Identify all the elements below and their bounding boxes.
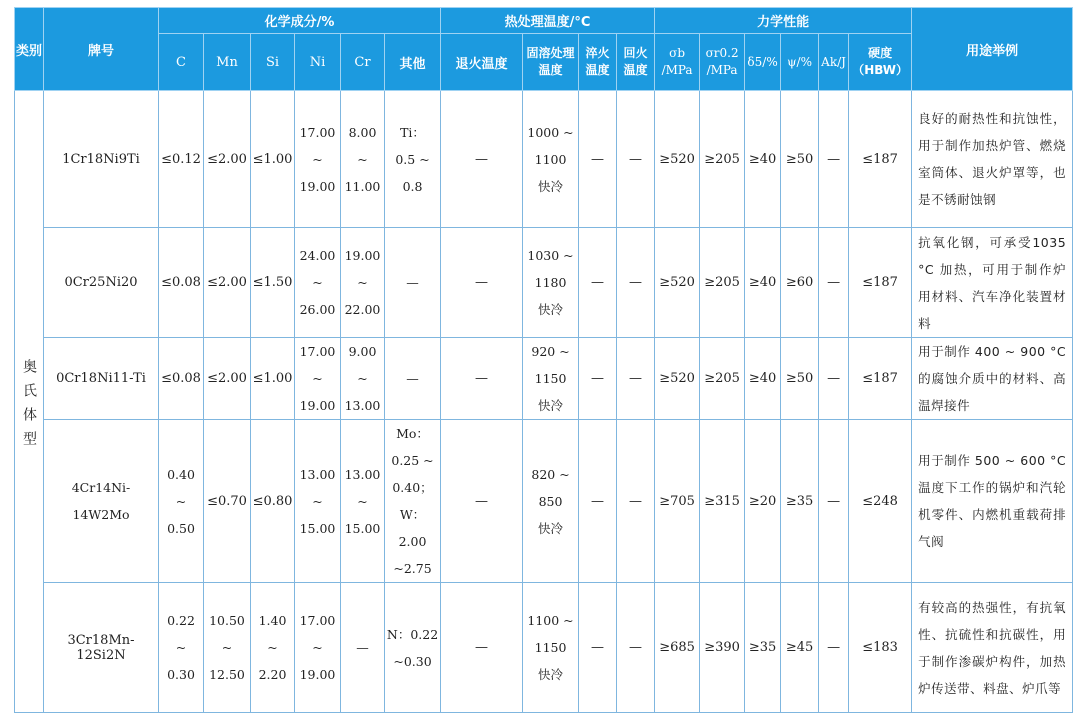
cell-cr: [341, 228, 385, 338]
cell-d5: ≥35: [745, 583, 781, 713]
header-quench: 淬火温度: [579, 34, 617, 91]
cell-grade: 1Cr18Ni9Ti: [44, 91, 159, 228]
header-temper: 回火温度: [617, 34, 655, 91]
cell-ak: —: [819, 338, 849, 420]
cell-line: 17.00: [299, 344, 336, 359]
cell-line: 13.00: [344, 398, 381, 413]
cell-other: [385, 338, 441, 420]
table-row: [15, 338, 1073, 420]
cell-line: 1100 ~: [527, 613, 574, 628]
cell-si: ≤1.00: [251, 91, 295, 228]
cell-line: 15.00: [299, 520, 336, 536]
cell-anneal: —: [441, 420, 523, 583]
cell-line: ~: [221, 640, 233, 655]
cell-line: Mo：: [396, 426, 429, 441]
header-ni: Ni: [295, 34, 341, 91]
table-row: [15, 228, 1073, 338]
cell-line: 0.25 ~: [391, 453, 434, 468]
cell-psi: ≥45: [781, 583, 819, 713]
header-ak: Ak/J: [819, 34, 849, 91]
cell-psi: ≥50: [781, 338, 819, 420]
cell-line: 19.00: [299, 178, 336, 194]
cell-line: 8.00 ~: [348, 124, 377, 167]
cell-line: ~2.75: [393, 561, 432, 576]
cell-hbw: ≤187: [849, 338, 912, 420]
cell-line: Ti：: [400, 124, 425, 140]
cell-line: 0.8: [402, 178, 423, 194]
cell-hbw: ≤187: [849, 91, 912, 228]
cell-line: 10.50: [209, 613, 245, 628]
cell-temper: —: [617, 420, 655, 583]
header-mechanical-properties: 力学性能: [655, 8, 912, 34]
cell-line: 1030 ~: [527, 248, 574, 263]
header-anneal: 退火温度: [441, 34, 523, 91]
cell-line: 14W2Mo: [72, 507, 130, 522]
cell-temper: —: [617, 583, 655, 713]
cell-other: [385, 228, 441, 338]
header-mn: Mn: [204, 34, 251, 91]
cell-other: [385, 91, 441, 228]
cell-quench: —: [579, 583, 617, 713]
cell-hbw: ≤248: [849, 420, 912, 583]
cell-cr: [341, 338, 385, 420]
cell-temper: —: [617, 228, 655, 338]
cell-sr: ≥390: [700, 583, 745, 713]
cell-line: ~: [312, 371, 323, 386]
cell-si: ≤1.00: [251, 338, 295, 420]
cell-d5: ≥20: [745, 420, 781, 583]
cell-sb: ≥685: [655, 583, 700, 713]
cell-line: 17.00: [299, 613, 336, 628]
cell-sb: ≥520: [655, 338, 700, 420]
cell-psi: ≥50: [781, 91, 819, 228]
cell-anneal: —: [441, 91, 523, 228]
cell-line: 快冷: [538, 520, 564, 536]
header-usage: 用途举例: [912, 8, 1073, 91]
cell-line: 19.00: [299, 667, 336, 682]
cell-ak: —: [819, 228, 849, 338]
cell-quench: —: [579, 91, 617, 228]
cell-usage: 良好的耐热性和抗蚀性，用于制作加热炉管、燃烧室筒体、退火炉罩等，也是不锈耐蚀钢: [912, 91, 1073, 228]
cell-mn: ≤2.00: [204, 91, 251, 228]
table-body: [15, 91, 1073, 713]
cell-line: 920 ~: [531, 344, 570, 359]
cell-line: 1180: [534, 275, 567, 290]
cell-grade: 3Cr18Mn-12Si2N: [44, 583, 159, 713]
cell-ni: [295, 338, 341, 420]
cell-sr: ≥315: [700, 420, 745, 583]
cell-line: ~0.30: [393, 653, 432, 669]
cell-line: 4Cr14Ni-: [71, 480, 131, 495]
steel-properties-table: [14, 7, 1073, 713]
cell-line: ~: [357, 275, 368, 290]
category-text: 奥氏体型: [21, 359, 37, 455]
cell-line: 1.40 ~: [258, 613, 287, 655]
cell-hbw: ≤187: [849, 228, 912, 338]
header-category-text: 类别: [16, 43, 43, 59]
cell-temper: —: [617, 338, 655, 420]
cell-solution: [523, 338, 579, 420]
cell-line: 1150: [534, 640, 567, 655]
cell-si: ≤0.80: [251, 420, 295, 583]
cell-line: ~: [357, 493, 368, 509]
cell-usage: 有较高的热强性，有抗氧性、抗硫性和抗碳性，用于制作渗碳炉构件，加热炉传送带、料盘、炉爪等: [912, 583, 1073, 713]
cell-quench: —: [579, 420, 617, 583]
cell-line: 9.00 ~: [348, 344, 377, 386]
cell-other: [385, 420, 441, 583]
cell-sr: ≥205: [700, 228, 745, 338]
cell-line: 0.40；: [392, 480, 433, 495]
header-solution: 固溶处理温度: [523, 34, 579, 91]
cell-line: 15.00: [344, 520, 381, 536]
header-hardness: 硬度（HBW）: [849, 34, 912, 91]
cell-line: 快冷: [538, 667, 564, 682]
cell-solution: [523, 420, 579, 583]
cell-line: 820 ~: [531, 466, 570, 482]
cell-line: 2.20: [258, 667, 287, 682]
cell-grade: 0Cr18Ni11-Ti: [44, 338, 159, 420]
cell-mn: ≤2.00: [204, 338, 251, 420]
cell-line: 26.00: [299, 302, 336, 317]
cell-line: 快冷: [538, 302, 564, 317]
cell-cr: [341, 420, 385, 583]
header-category: [15, 8, 44, 91]
cell-usage: 用于制作 400 ~ 900 °C 的腐蚀介质中的材料、高温焊接件: [912, 338, 1073, 420]
cell-line: 11.00: [344, 178, 381, 194]
cell-si: ≤1.50: [251, 228, 295, 338]
cell-line: 0.40 ~: [167, 466, 195, 509]
cell-line: 22.00: [344, 302, 381, 317]
cell-c: ≤0.08: [159, 338, 204, 420]
cell-usage: 用于制作 500 ~ 600 °C 温度下工作的锅炉和汽轮机零件、内燃机重载荷排气阀: [912, 420, 1073, 583]
cell-solution: [523, 583, 579, 713]
cell-line: —: [406, 371, 419, 386]
header-c: C: [159, 34, 204, 91]
cell-line: 24.00: [299, 248, 336, 263]
cell-cr: [341, 583, 385, 713]
cell-c: ≤0.12: [159, 91, 204, 228]
cell-other: [385, 583, 441, 713]
cell-line: 19.00: [344, 248, 381, 263]
cell-line: 17.00: [299, 124, 336, 140]
table-row: [15, 583, 1073, 713]
cell-line: N：0.22: [386, 626, 439, 642]
cell-line: 850: [538, 493, 563, 509]
cell-anneal: —: [441, 338, 523, 420]
cell-line: ~: [312, 640, 323, 655]
category-cell: [15, 91, 44, 713]
cell-grade: 0Cr25Ni20: [44, 228, 159, 338]
cell-quench: —: [579, 228, 617, 338]
table-row: [15, 420, 1073, 583]
cell-line: ~: [312, 151, 323, 167]
cell-line: 快冷: [538, 398, 564, 413]
cell-psi: ≥60: [781, 228, 819, 338]
cell-ni: [295, 228, 341, 338]
cell-hbw: ≤183: [849, 583, 912, 713]
header-chemical-composition: 化学成分/%: [159, 8, 441, 34]
cell-cr: [341, 91, 385, 228]
cell-d5: ≥40: [745, 91, 781, 228]
cell-anneal: —: [441, 583, 523, 713]
cell-solution: [523, 228, 579, 338]
cell-line: 0.50: [167, 520, 195, 536]
cell-line: —: [356, 640, 369, 655]
header-heat-treatment: 热处理温度/°C: [441, 8, 655, 34]
cell-c: ≤0.08: [159, 228, 204, 338]
cell-line: ~: [312, 493, 323, 509]
cell-ak: —: [819, 583, 849, 713]
cell-line: 19.00: [299, 398, 336, 413]
header-other: 其他: [385, 34, 441, 91]
cell-solution: [523, 91, 579, 228]
cell-si: [251, 583, 295, 713]
header-delta5: δ5/%: [745, 34, 781, 91]
cell-grade: [44, 420, 159, 583]
cell-line: 13.00: [344, 466, 381, 482]
cell-ni: [295, 420, 341, 583]
cell-sb: ≥520: [655, 91, 700, 228]
cell-ak: —: [819, 420, 849, 583]
header-sigma-b: σb /MPa: [655, 34, 700, 91]
cell-line: 13.00: [299, 466, 336, 482]
cell-mn: [204, 583, 251, 713]
header-psi: ψ/%: [781, 34, 819, 91]
cell-c: [159, 420, 204, 583]
cell-line: —: [406, 275, 419, 290]
header-si: Si: [251, 34, 295, 91]
cell-line: 快冷: [538, 178, 564, 194]
cell-ak: —: [819, 91, 849, 228]
table-row: [15, 91, 1073, 228]
cell-d5: ≥40: [745, 228, 781, 338]
cell-ni: [295, 583, 341, 713]
header-grade: 牌号: [44, 8, 159, 91]
cell-line: 1100: [534, 151, 567, 167]
cell-line: 1150: [534, 371, 567, 386]
cell-sb: ≥705: [655, 420, 700, 583]
cell-c: [159, 583, 204, 713]
cell-sb: ≥520: [655, 228, 700, 338]
header-cr: Cr: [341, 34, 385, 91]
cell-mn: ≤2.00: [204, 228, 251, 338]
cell-sr: ≥205: [700, 91, 745, 228]
cell-line: W：2.00: [398, 507, 427, 549]
cell-sr: ≥205: [700, 338, 745, 420]
cell-line: 0.22 ~: [167, 613, 195, 655]
cell-line: 12.50: [209, 667, 245, 682]
cell-line: 0.30: [167, 667, 195, 682]
cell-mn: ≤0.70: [204, 420, 251, 583]
header-sigma-r02: σr0.2 /MPa: [700, 34, 745, 91]
cell-anneal: —: [441, 228, 523, 338]
cell-line: 0.5 ~: [395, 151, 430, 167]
cell-d5: ≥40: [745, 338, 781, 420]
cell-line: 1000 ~: [527, 124, 574, 140]
cell-quench: —: [579, 338, 617, 420]
cell-ni: [295, 91, 341, 228]
cell-usage: 抗氧化钢，可承受1035 °C 加热，可用于制作炉用材料、汽车净化装置材料: [912, 228, 1073, 338]
cell-line: ~: [312, 275, 323, 290]
cell-temper: —: [617, 91, 655, 228]
cell-psi: ≥35: [781, 420, 819, 583]
